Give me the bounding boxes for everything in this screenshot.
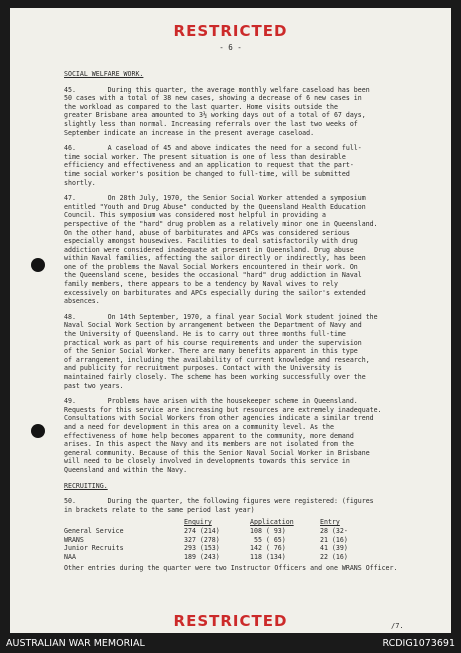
text-line: shortly. <box>64 178 96 187</box>
text-line: 45. During this quarter, the average monthly welfare caseload has been <box>64 85 370 94</box>
text-line: maintained fairly closely. The scheme has been working successfully over the <box>64 373 366 381</box>
text-line: effectiveness of home help becomes apparent to the community, more demand <box>64 431 354 440</box>
footer-source: AUSTRALIAN WAR MEMORIAL <box>6 638 145 649</box>
text-line: within Naval families, affecting the sailor directly or indirectly, has been <box>64 254 366 263</box>
text-line: will need to be closely involved in developments towards this service in <box>64 457 350 466</box>
text-line: the workload as compared to the last quarter. Home visits outside the <box>64 102 338 111</box>
archive-footer <box>0 635 461 653</box>
text-line: Requests for this service are increasing but resources are extremely inadequate. <box>64 405 382 414</box>
text-line: Queensland and within the Navy. <box>64 465 188 474</box>
text-line: perspective of the "hard" drug problem as a relatively minor one in Queensland. <box>64 219 378 228</box>
text-line: entitled "Youth and Drug Abuse" conducted by the Queensland Health Education <box>64 202 366 211</box>
text-line: 47. On 28th July, 1970, the Senior Social Worker attended a symposium <box>64 194 366 203</box>
row-label: NAA <box>64 552 76 561</box>
application-cell: 55 ( 65) <box>250 535 286 544</box>
column-header: Application <box>250 518 294 527</box>
text-line: addiction were considered inadequate at present in Queensland. Drug abuse <box>64 245 354 254</box>
enquiry-cell: 293 (153) <box>184 544 220 553</box>
table-header-row <box>64 518 416 527</box>
text-line: practical work as part of his course requirements and under the supervision <box>64 338 362 347</box>
paragraph-50 <box>64 497 416 514</box>
text-line: of arrangement, including the availability of current knowledge and research, <box>64 355 370 364</box>
recruiting-table <box>64 518 416 561</box>
row-label: Junior Recruits <box>64 544 124 553</box>
text-line: 50 cases with a total of 38 new cases, showing a decrease of 6 new cases in <box>64 94 362 103</box>
text-line: time social worker's position be changed to full-time, will be submitted <box>64 169 350 178</box>
text-line: 46. A caseload of 45 and above indicates the need for a second full- <box>64 144 362 153</box>
document-page <box>10 8 451 633</box>
table-row <box>64 544 416 553</box>
restricted-stamp-bottom: RESTRICTED <box>173 612 288 630</box>
text-line: efficiency and effectiveness and an application to request that the part- <box>64 161 354 170</box>
row-label: WRANS <box>64 535 84 544</box>
text-line: excessively on barbiturates and APCs especially during the sailor's extended <box>64 288 366 297</box>
text-line: Naval Social Work Section by arrangement between the Department of Navy and <box>64 321 362 330</box>
section-heading-recruiting: RECRUITING. <box>64 481 108 490</box>
text-line: the Queensland scene, besides the occasional "hard" drug addiction in Naval <box>64 271 362 280</box>
paragraph-45 <box>64 86 416 138</box>
entry-cell: 28 (32- <box>320 526 348 535</box>
text-line: of the Senior Social Worker. There are many benefits apparent in this type <box>64 347 358 356</box>
closing-line: Other entries during the quarter were two Instructor Officers and one WRANS Officer. <box>64 564 398 573</box>
table-row <box>64 536 416 545</box>
text-line: in brackets relate to the same period last year) <box>64 505 255 514</box>
paragraph-47 <box>64 194 416 306</box>
application-cell: 108 ( 93) <box>250 526 286 535</box>
section-heading-welfare: SOCIAL WELFARE WORK. <box>64 70 144 78</box>
text-line: slightly less than normal. Increasing referrals over the last two weeks of <box>64 119 358 128</box>
text-line: On the other hand, abuse of barbiturates and APCs was considered serious <box>64 228 350 237</box>
application-cell: 142 ( 76) <box>250 544 286 553</box>
table-row <box>64 553 416 562</box>
text-line: family members, there appears to be a tendency by Naval wives to rely <box>64 280 338 289</box>
page-number: - 6 - <box>219 43 242 52</box>
text-line: one of the problems the Naval Social Workers encountered in their work. On <box>64 262 358 271</box>
text-line: time social worker. The present situation is one of less than desirable <box>64 152 346 161</box>
text-line: 50. During the quarter, the following figures were registered: (figures <box>64 497 374 506</box>
enquiry-cell: 274 (214) <box>184 526 220 535</box>
paragraph-48 <box>64 313 416 390</box>
table-row <box>64 527 416 536</box>
enquiry-cell: 189 (243) <box>184 552 220 561</box>
entry-cell: 22 (16) <box>320 552 348 561</box>
text-line: the University of Queensland. He is to carry out three months full-time <box>64 330 346 339</box>
text-line: greater Brisbane area amounted to 3½ working days out of a total of 67 days, <box>64 111 366 120</box>
column-header: Enquiry <box>184 518 212 527</box>
punch-hole-icon <box>31 258 45 272</box>
text-line: Consultations with Social Workers from other agencies indicate a similar trend <box>64 414 374 423</box>
text-line: 48. On 14th September, 1970, a final year Social Work student joined the <box>64 312 378 321</box>
text-line: Council. This symposium was considered most helpful in providing a <box>64 211 327 220</box>
text-line: and publicity for recruitment purposes. Contact with the University is <box>64 364 342 373</box>
text-line: 49. Problems have arisen with the housekeeper scheme in Queensland. <box>64 397 358 406</box>
text-line: September indicate an increase in the present average caseload. <box>64 128 315 137</box>
text-line: arises. In this aspect the Navy and its members are not isolated from the <box>64 440 354 449</box>
punch-hole-icon <box>31 424 45 438</box>
text-line: general community. Because of this the Senior Naval Social Worker in Brisbane <box>64 448 370 457</box>
restricted-stamp-top: RESTRICTED <box>173 22 288 40</box>
paragraph-46 <box>64 144 416 187</box>
entry-cell: 21 (16) <box>320 535 348 544</box>
application-cell: 118 (134) <box>250 552 286 561</box>
text-line: absences. <box>64 297 100 306</box>
text-line: past two years. <box>64 381 124 390</box>
next-page-marker: /7. <box>391 622 404 630</box>
footer-record-id: RCDIG1073691 <box>382 638 455 649</box>
entry-cell: 41 (39) <box>320 544 348 553</box>
column-header: Entry <box>320 518 340 527</box>
enquiry-cell: 327 (278) <box>184 535 220 544</box>
document-body <box>64 70 416 573</box>
text-line: and a need for development in this area on a community level. As the <box>64 422 334 431</box>
text-line: especially amongst housewives. Facilities to deal satisfactorily with drug <box>64 237 358 246</box>
row-label: General Service <box>64 526 124 535</box>
paragraph-49 <box>64 397 416 474</box>
